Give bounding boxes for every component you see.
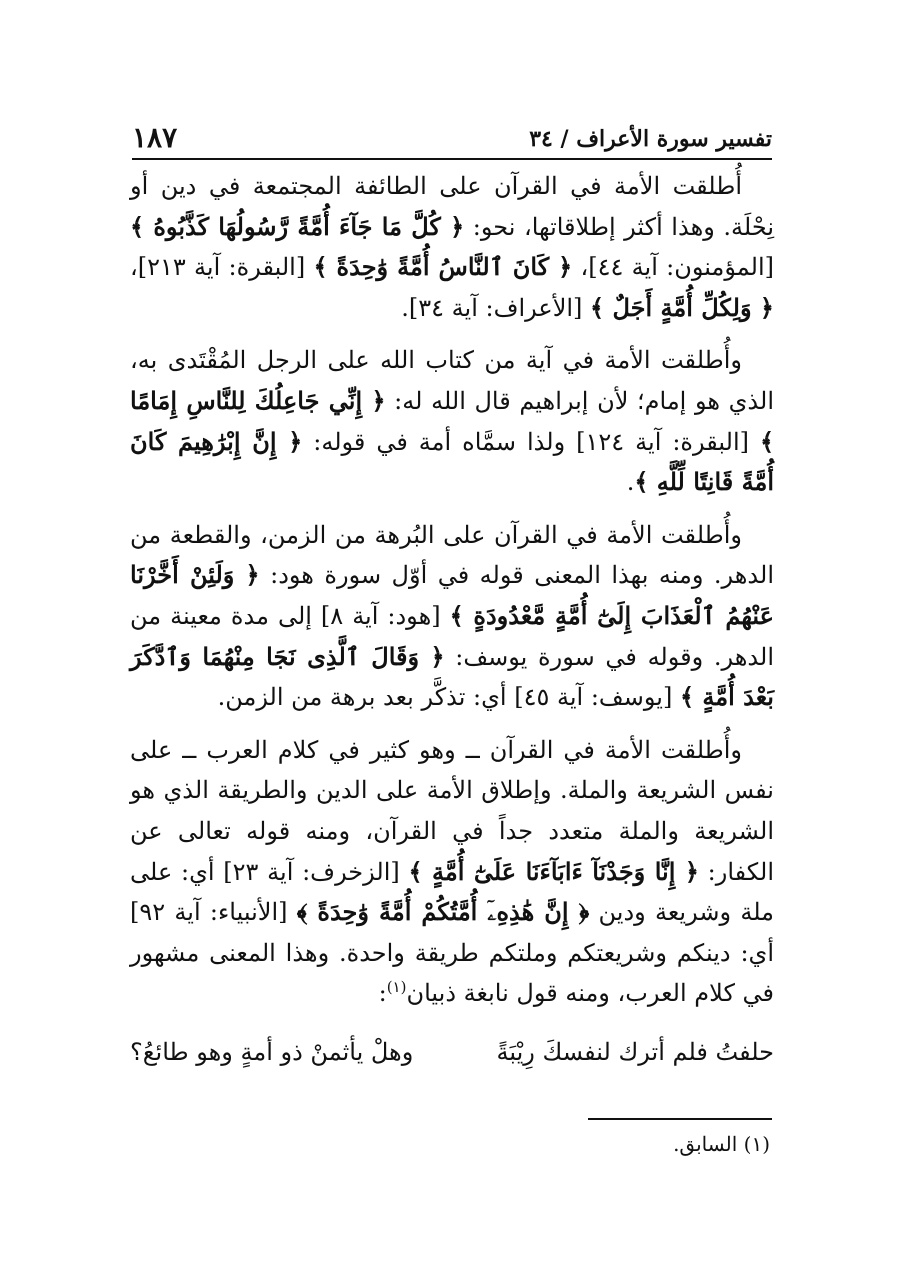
body-text [130, 166, 774, 1072]
paragraph-text: [البقرة: آية ٢١٣]، [130, 253, 314, 282]
poem-hemistich-second: وهلْ يأثمنْ ذو أمةٍ وهو طائعُ؟ [130, 1037, 414, 1066]
paragraph-1 [130, 166, 774, 328]
poem-verse [130, 1032, 774, 1073]
paragraph-4 [130, 730, 774, 1014]
page-header [132, 112, 772, 160]
quran-verse: ﴿ كَانَ ٱلنَّاسُ أُمَّةً وَٰحِدَةً ﴾ [313, 252, 573, 282]
quran-verse: ﴿ إِنِّي جَاعِلُكَ لِلنَّاسِ إِمَامًا ﴾ [130, 385, 775, 456]
quran-verse: ﴿ كُلَّ مَا جَآءَ أُمَّةً رَّسُولُهَا كَذَّبُوهُ ﴾ [130, 211, 465, 241]
quran-verse: ﴿ وَقَالَ ٱلَّذِى نَجَا مِنْهُمَا وَٱدَّكَرَ بَعْدَ أُمَّةٍ ﴾ [130, 641, 774, 712]
paragraph-text: [المؤمنون: آية ٤٤]، [572, 253, 774, 282]
page-number: ١٨٧ [132, 121, 178, 154]
paragraph-text: وأُطلقت الأمة في آية من كتاب الله على الرجل المُقْتَدى به، الذي هو إمام؛ لأن إبراهيم قال الله له: [130, 346, 774, 415]
paragraph-text: . [626, 468, 635, 497]
quran-verse: ﴿ إِنَّ إِبْرَٰهِيمَ كَانَ أُمَّةً قَانِتًا لِّلَّهِ ﴾ [130, 426, 774, 497]
paragraph-text: [يوسف: آية ٤٥] أي: تذكَّر بعد برهة من الزمن. [217, 683, 680, 712]
paragraph-text: وأُطلقت الأمة في القرآن على البُرهة من الزمن، والقطعة من الدهر. ومنه بهذا المعنى قوله في أوّل سورة هود: [130, 520, 774, 590]
paragraph-2 [130, 340, 774, 502]
footnote: (١) السابق. [673, 1132, 770, 1156]
footnote-reference: (١) [386, 978, 407, 997]
quran-verse: ﴿ وَلَئِنْ أَخَّرْنَا عَنْهُمُ ٱلْعَذَابَ إِلَىٰٓ أُمَّةٍ مَّعْدُودَةٍ ﴾ [130, 560, 774, 630]
poem-hemistich-first: حلفتُ فلم أترك لنفسكَ رِيْبَةً [496, 1037, 774, 1066]
paragraph-text: [هود: آية ٨] إلى مدة معينة من الدهر. وقوله في سورة يوسف: [130, 601, 774, 671]
paragraph-text: وأُطلقت الأمة في القرآن ــ وهو كثير في كلام العرب ــ على نفس الشريعة والملة. وإطلاق الأمة على الدين والطريقة الذي هو الشريعة والملة متعدد جداً في القرآن، ومنه قوله تعالى عن الكفار: [130, 735, 774, 886]
paragraph-text: أُطلقت الأمة في القرآن على الطائفة المجتمعة في دين أو نِحْلَة. وهذا أكثر إطلاقاتها، نحو: [130, 172, 774, 241]
paragraph-3 [130, 515, 774, 718]
paragraph-text: : [378, 979, 387, 1008]
paragraph-text: [الزخرف: آية ٢٣] أي: على ملة وشريعة ودين [130, 857, 774, 927]
paragraph-text: [الأنبياء: آية ٩٢] أي: دينكم وشريعتكم وملتكم طريقة واحدة. وهذا المعنى مشهور في كلام العرب، ومنه قول نابغة ذبيان [130, 898, 774, 1008]
quran-verse: ﴿ إِنَّ هَٰذِهِۦٓ أُمَّتُكُمْ أُمَّةً وَٰحِدَةً ﴾ [296, 897, 590, 927]
paragraph-text: [الأعراف: آية ٣٤]. [401, 293, 591, 322]
running-title: تفسير سورة الأعراف / ٣٤ [529, 126, 772, 152]
footnote-divider [588, 1118, 772, 1120]
paragraph-text: [البقرة: آية ١٢٤] ولذا سمَّاه أمة في قوله: [302, 427, 760, 456]
quran-verse: ﴿ وَلِكُلِّ أُمَّةٍ أَجَلٌ ﴾ [590, 292, 774, 322]
quran-verse: ﴿ إِنَّا وَجَدْنَآ ءَابَآءَنَا عَلَىٰٓ أُمَّةٍ ﴾ [408, 856, 699, 886]
